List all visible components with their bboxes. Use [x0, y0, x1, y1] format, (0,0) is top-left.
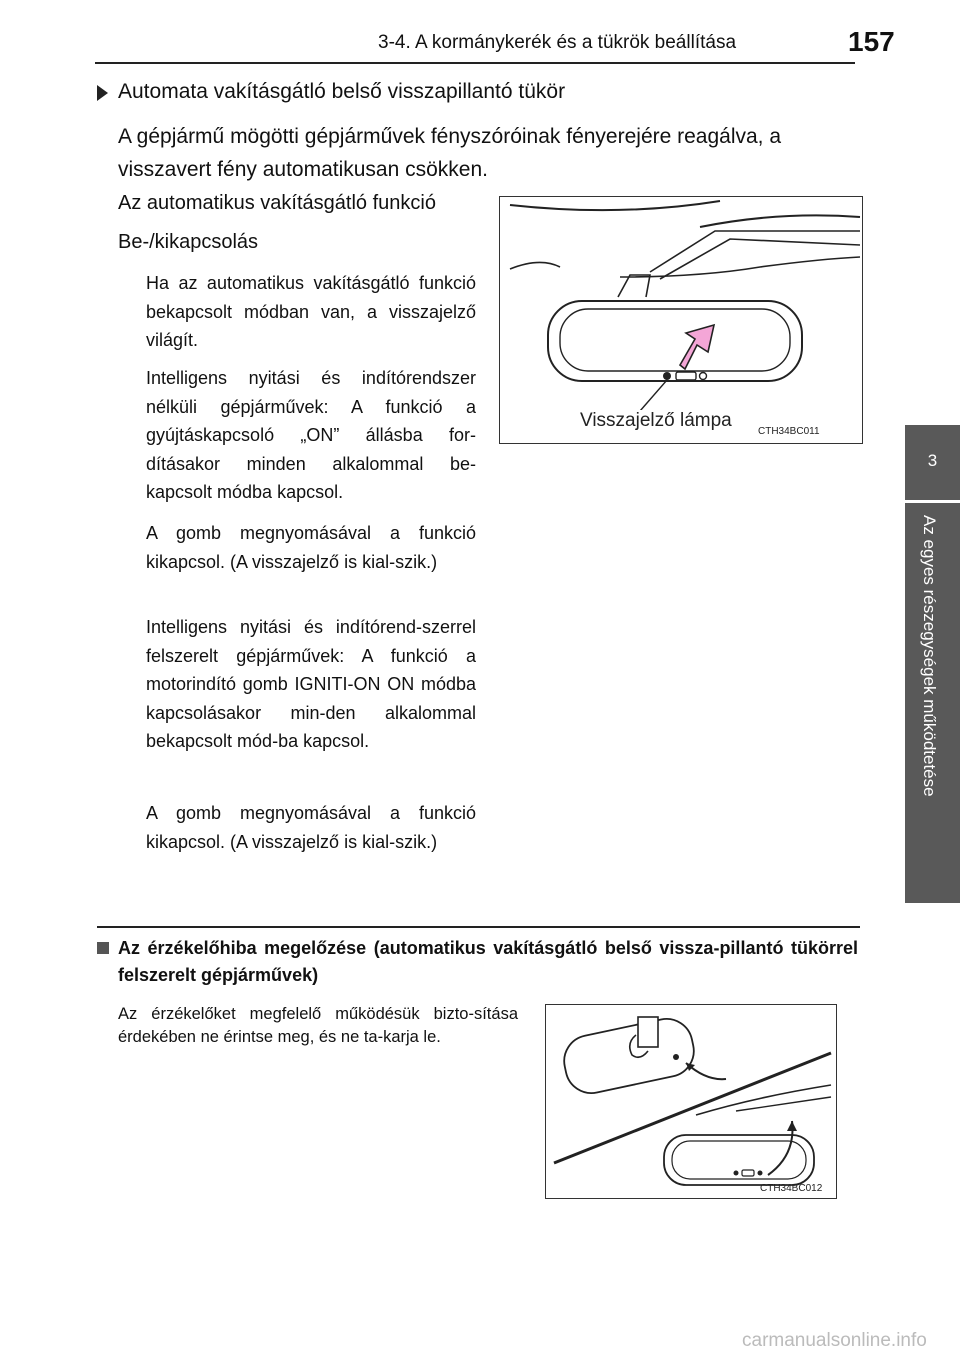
page-number: 157 — [848, 26, 895, 57]
intro-paragraph: A gépjármű mögötti gépjárművek fényszóróinak fényerejére reagálva, a visszavert fény automatikusan csökken. — [118, 125, 782, 181]
sensor-note: Az érzékelőket megfelelő működésük bizto-sítása érdekében ne érintse meg, és ne ta-karja le. — [118, 1005, 518, 1046]
paragraph-button-off-2 — [146, 799, 476, 856]
paragraph-text: A gomb megnyomásával a funkció kikapcsol. (A visszajelző is kial-szik.) — [146, 523, 476, 572]
section-title: Az érzékelőhiba megelőzése (automatikus vakításgátló belső vissza-pillantó tükörrel felszerelt gépjárművek) — [118, 938, 858, 985]
section-divider — [97, 926, 860, 928]
subheading: Az automatikus vakításgátló funkció — [118, 192, 436, 214]
paragraph-text: Intelligens nyitási és indítórendszer nélküli gépjárművek: A funkció a gyújtáskapcsoló „ON” állásba for-dításakor minden alkalommal be-kapcsolt módba kapcsol. — [146, 368, 476, 503]
mirror-sensor-illustration — [545, 1004, 837, 1199]
paragraph-text: Ha az automatikus vakításgátló funkció bekapcsolt módban van, a visszajelző világít. — [146, 273, 476, 351]
subsubheading: Be-/kikapcsolás — [118, 231, 259, 253]
paragraph-button-off — [146, 519, 476, 576]
section-heading: Automata vakításgátló belső visszapillantó tükör — [118, 80, 566, 103]
mirror-drawing — [500, 197, 862, 443]
paragraph-text: Intelligens nyitási és indítórend-szerrel felszerelt gépjárművek: A funkció a motorindító gomb IGNITI-ON ON módba kapcsolásakor min-den alkalommal bekapcsolt mód-ba kapcsol. — [146, 617, 476, 752]
figure-code: CTH34BC011 — [758, 426, 820, 437]
paragraph-indicator — [146, 269, 476, 355]
indicator-lamp-callout: Visszajelző lámpa — [580, 410, 732, 431]
sensor-drawing — [546, 1005, 836, 1198]
header-section-title: 3-4. A kormánykerék és a tükrök beállítása — [378, 32, 737, 53]
paragraph-text: A gomb megnyomásával a funkció kikapcsol. (A visszajelző is kial-szik.) — [146, 803, 476, 852]
paragraph-smart-key — [146, 613, 476, 756]
chapter-tab-number: 3 — [905, 425, 960, 500]
paragraph-no-smart-key — [146, 364, 476, 507]
header-divider — [95, 62, 855, 64]
square-bullet-icon — [97, 942, 109, 954]
watermark: carmanualsonline.info — [742, 1330, 927, 1351]
chapter-tab-title: Az egyes részegységek működtetése — [920, 515, 939, 797]
mirror-indicator-illustration — [499, 196, 863, 444]
figure-code: CTH34BC012 — [760, 1183, 823, 1194]
triangle-bullet-icon — [97, 85, 108, 101]
chapter-tab — [905, 503, 960, 903]
